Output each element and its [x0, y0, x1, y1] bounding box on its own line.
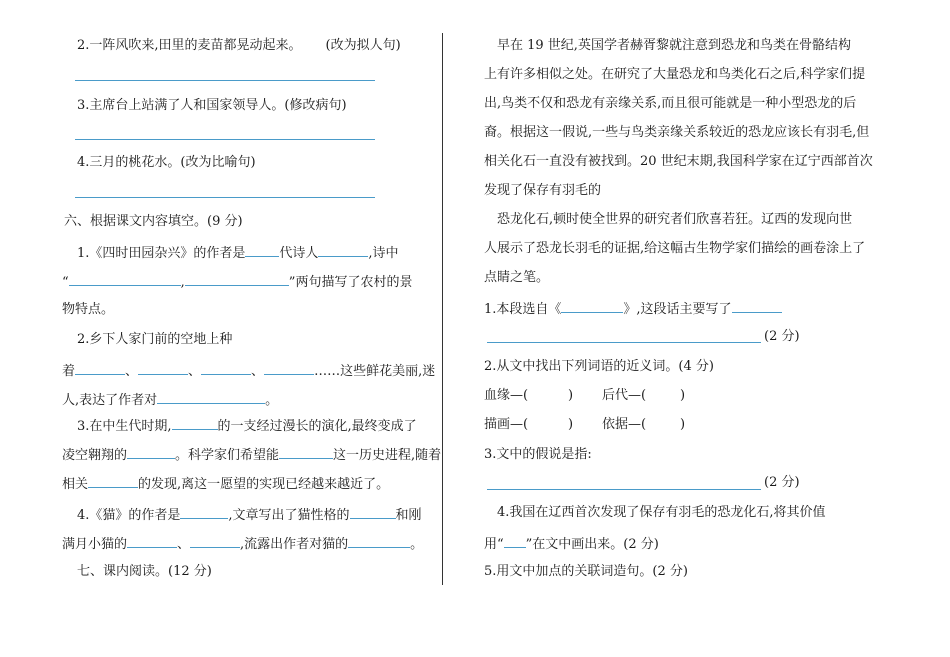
blank[interactable] [69, 273, 181, 286]
synonym-basis: 依据—( [602, 417, 647, 432]
blank[interactable] [172, 417, 218, 430]
paren-close: ) [568, 388, 574, 403]
paren-close: ) [680, 417, 686, 432]
blank[interactable] [504, 535, 526, 548]
blank[interactable] [157, 391, 265, 404]
q4-text: 4.三月的桃花水。(改为比喻句) [77, 155, 256, 170]
r-q2-text: 2.从文中找出下列词语的近义词。(4 分) [484, 359, 714, 374]
synonym-descendants: 后代—( [602, 388, 647, 403]
passage-line: 恐龙化石,顿时使全世界的研究者们欣喜若狂。辽西的发现向世 [497, 212, 853, 227]
answer-line[interactable] [487, 489, 761, 490]
answer-line[interactable] [75, 139, 375, 140]
blank[interactable] [561, 300, 623, 313]
passage-line: 上有许多相似之处。在研究了大量恐龙和鸟类化石之后,科学家们提 [484, 67, 866, 82]
blank[interactable] [318, 244, 368, 257]
passage-line: 发现了保存有羽毛的 [484, 183, 602, 198]
s6-q3-line3: 相关 的发现,离这一愿望的实现已经越来越近了。 [62, 477, 390, 492]
r-q3-text: 3.文中的假说是指: [484, 447, 592, 462]
blank[interactable] [279, 446, 333, 459]
blank[interactable] [127, 535, 177, 548]
blank[interactable] [732, 300, 782, 313]
passage-line: 点睛之笔。 [484, 270, 550, 285]
answer-line[interactable] [75, 197, 375, 198]
section-6-heading: 六、根据课文内容填空。(9 分) [64, 214, 243, 229]
passage-line: 早在 19 世纪,英国学者赫胥黎就注意到恐龙和鸟类在骨骼结构 [497, 38, 851, 53]
blank[interactable] [350, 506, 396, 519]
s6-q3-line1: 3.在中生代时期, 的一支经过漫长的演化,最终变成了 [77, 419, 417, 434]
answer-line[interactable] [487, 342, 761, 343]
s6-q1-line1: 1.《四时田园杂兴》的作者是 代诗人 ,诗中 [77, 246, 399, 261]
r-q1-line1: 1.本段选自《 》,这段话主要写了 [484, 300, 782, 318]
s6-q3-line2: 凌空翱翔的 。科学家们希望能 这一历史进程,随着 [62, 448, 442, 463]
paren-close: ) [568, 417, 574, 432]
passage-line: 裔。根据这一假说,一些与鸟类亲缘关系较近的恐龙应该长有羽毛,但 [484, 125, 870, 140]
answer-line[interactable] [75, 80, 375, 81]
blank[interactable] [180, 506, 228, 519]
passage-line: 人展示了恐龙长羽毛的证据,给这幅古生物学家们描绘的画卷涂上了 [484, 241, 866, 256]
paren-close: ) [680, 388, 686, 403]
section-7-heading: 七、课内阅读。(12 分) [77, 564, 212, 579]
q3-text: 3.主席台上站满了人和国家领导人。(修改病句) [77, 98, 347, 113]
passage-line: 出,鸟类不仅和恐龙有亲缘关系,而且很可能就是一种小型恐龙的后 [484, 96, 857, 111]
blank[interactable] [190, 535, 240, 548]
blank[interactable] [75, 362, 125, 375]
r-q3-score: (2 分) [764, 475, 800, 490]
synonym-depict: 描画—( [484, 417, 529, 432]
column-divider [442, 33, 443, 585]
r-q4-line1: 4.我国在辽西首次发现了保存有羽毛的恐龙化石,将其价值 [497, 505, 826, 520]
s6-q2-line3: 人,表达了作者对 。 [62, 393, 279, 408]
s6-q4-line1: 4.《猫》的作者是 ,文章写出了猫性格的 和刚 [77, 508, 422, 523]
r-q4-line2: 用“ ”在文中画出来。(2 分) [484, 537, 659, 552]
blank[interactable] [201, 362, 251, 375]
s6-q4-line2: 满月小猫的 、 ,流露出作者对猫的 。 [62, 537, 424, 552]
blank[interactable] [185, 273, 289, 286]
blank[interactable] [348, 535, 410, 548]
passage-line: 相关化石一直没有被找到。20 世纪末期,我国科学家在辽宁西部首次 [484, 154, 873, 169]
blank[interactable] [264, 362, 314, 375]
blank[interactable] [127, 446, 175, 459]
blank[interactable] [138, 362, 188, 375]
r-q1-score: (2 分) [764, 329, 800, 344]
s6-q2-line2: 着 、 、 、 ……这些鲜花美丽,迷 [62, 364, 436, 379]
s6-q1-line2: “ , ”两句描写了农村的景 [62, 275, 413, 290]
blank[interactable] [245, 244, 279, 257]
r-q5-text: 5.用文中加点的关联词造句。(2 分) [484, 564, 688, 579]
blank[interactable] [88, 475, 138, 488]
s6-q2-line1: 2.乡下人家门前的空地上种 [77, 332, 233, 347]
q2-text: 2.一阵风吹来,田里的麦苗都晃动起来。 (改为拟人句) [77, 38, 401, 53]
synonym-blood: 血缘—( [484, 388, 529, 403]
s6-q1-line3: 物特点。 [62, 302, 115, 317]
